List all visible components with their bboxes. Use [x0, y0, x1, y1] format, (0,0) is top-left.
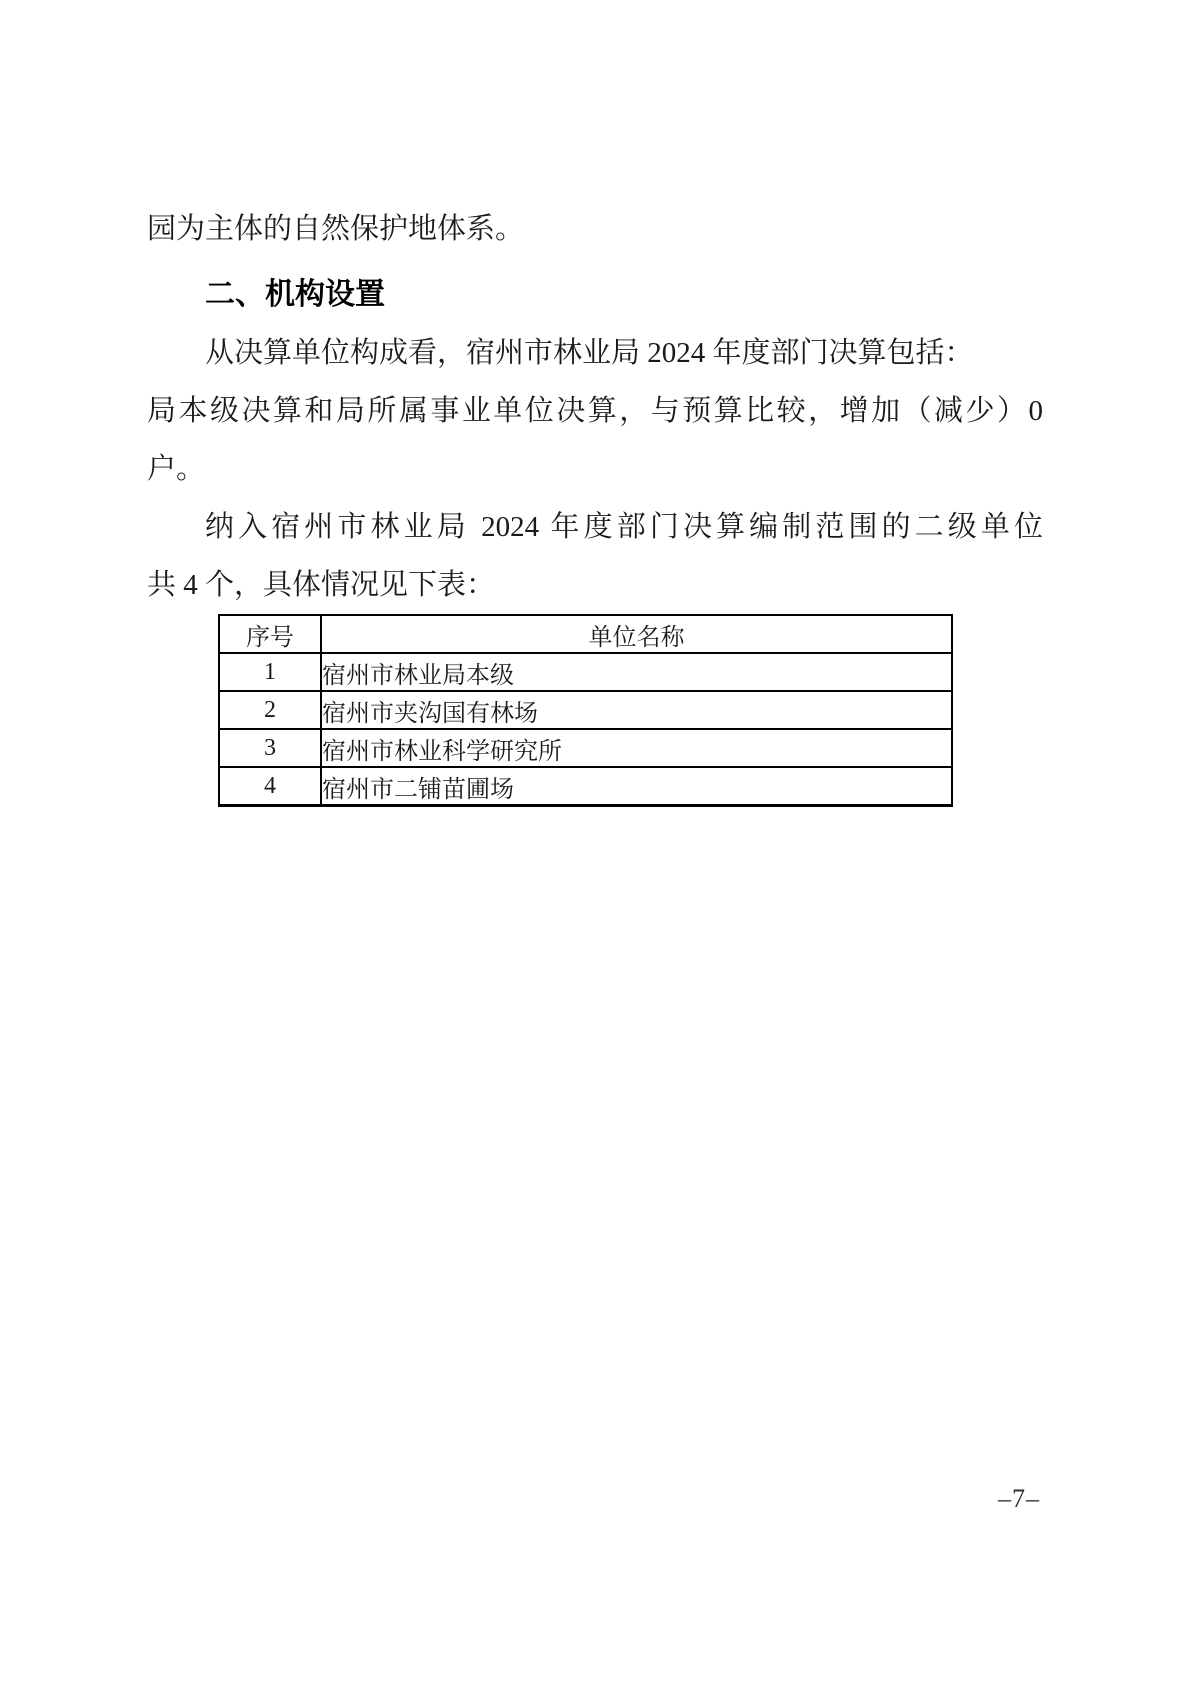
paragraph-line: 局本级决算和局所属事业单位决算，与预算比较，增加（减少）0: [147, 395, 1043, 427]
table-header-row: [219, 615, 952, 653]
table-cell-unit-name: 宿州市林业科学研究所: [321, 729, 952, 767]
table-row: [219, 653, 952, 691]
unit-table-body: [219, 653, 952, 806]
table-row: [219, 767, 952, 806]
paragraph-line: 共 4 个，具体情况见下表：: [147, 569, 496, 601]
paragraph-line: 户。: [147, 453, 206, 485]
page-number: –7–: [998, 1484, 1040, 1513]
table-cell-index: 1: [219, 653, 321, 691]
unit-table: [218, 614, 953, 807]
table-cell-index: 4: [219, 767, 321, 806]
table-cell-unit-name: 宿州市林业局本级: [321, 653, 952, 691]
table-row: [219, 729, 952, 767]
table-row: [219, 691, 952, 729]
page-content: [147, 200, 1043, 807]
paragraph-line: 从决算单位构成看，宿州市林业局 2024 年度部门决算包括：: [205, 337, 974, 369]
table-cell-unit-name: 宿州市二铺苗圃场: [321, 767, 952, 806]
table-cell-index: 3: [219, 729, 321, 767]
table-header-index: 序号: [219, 615, 321, 653]
table-header-unit-name: 单位名称: [321, 615, 952, 653]
unit-table-head: [219, 615, 952, 653]
paragraph-units-composition: [147, 324, 1043, 498]
continuation-paragraph-line: 园为主体的自然保护地体系。: [147, 213, 525, 245]
paragraph-line: 纳入宿州市林业局 2024 年度部门决算编制范围的二级单位: [205, 511, 1043, 543]
paragraph-secondary-units: [147, 498, 1043, 614]
section-heading: 二、机构设置: [205, 278, 385, 311]
table-cell-index: 2: [219, 691, 321, 729]
table-cell-unit-name: 宿州市夹沟国有林场: [321, 691, 952, 729]
